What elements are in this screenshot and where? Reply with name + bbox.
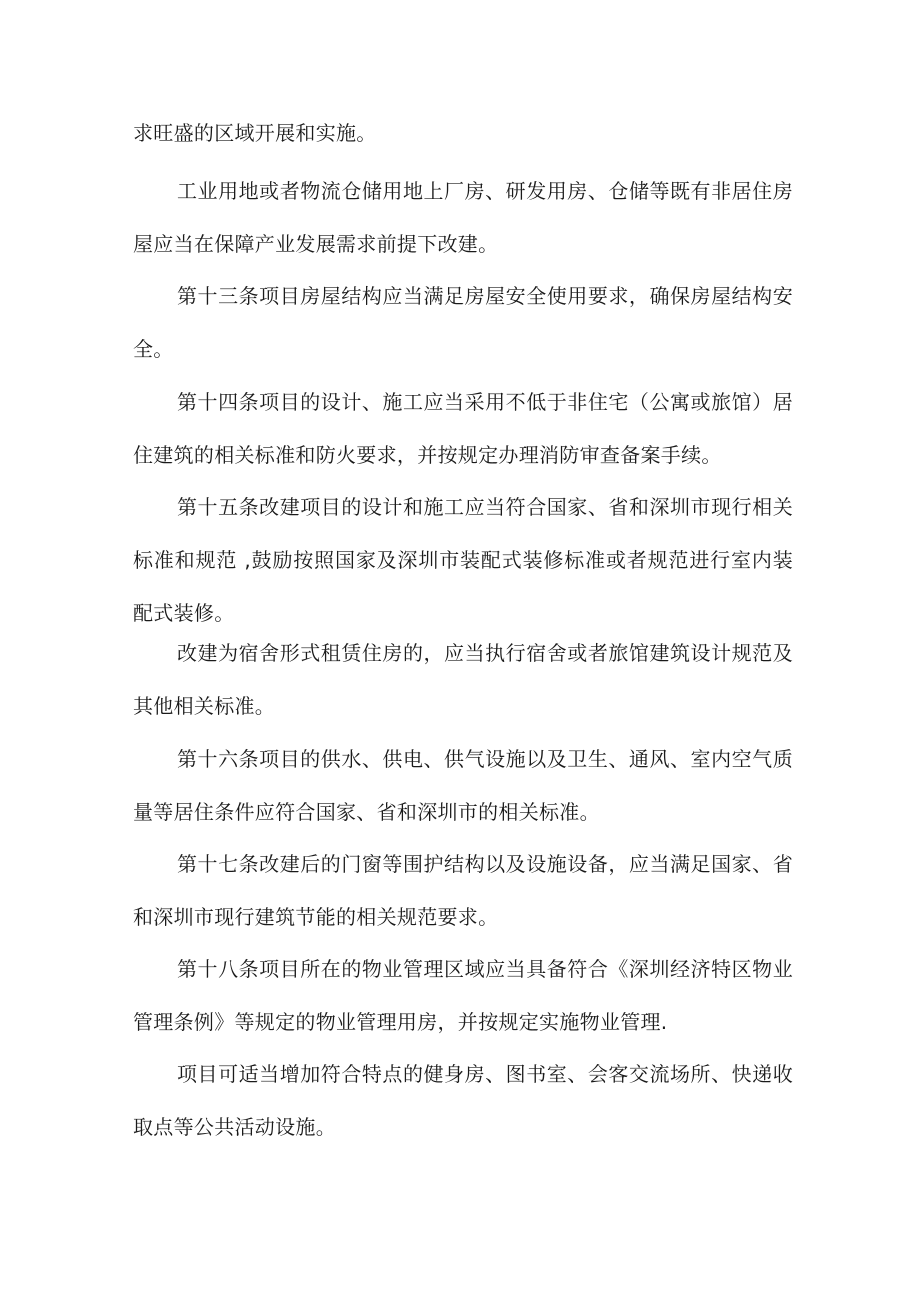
paragraph-article-14: 第十四条项目的设计、施工应当采用不低于非住宅（公寓或旅馆）居住建筑的相关标准和防火要求，并按规定办理消防审查备案手续。 [133, 390, 793, 467]
paragraph-article-15: 第十五条改建项目的设计和施工应当符合国家、省和深圳市现行相关标准和规范 ,鼓励按照国家及深圳市装配式装修标准或者规范进行室内装配式装修。 [133, 495, 793, 625]
paragraph-article-13: 第十三条项目房屋结构应当满足房屋安全使用要求，确保房屋结构安全。 [133, 284, 793, 361]
paragraph-article-16: 第十六条项目的供水、供电、供气设施以及卫生、通风、室内空气质量等居住条件应符合国家、省和深圳市的相关标准。 [133, 747, 793, 824]
paragraph-article-18: 第十八条项目所在的物业管理区域应当具备符合《深圳经济特区物业管理条例》等规定的物业管理用房，并按规定实施物业管理. [133, 957, 793, 1034]
paragraph-article-17: 第十七条改建后的门窗等围护结构以及设施设备，应当满足国家、省和深圳市现行建筑节能的相关规范要求。 [133, 852, 793, 929]
paragraph-public-facilities: 项目可适当增加符合特点的健身房、图书室、会客交流场所、快递收取点等公共活动设施。 [133, 1062, 793, 1139]
paragraph-dormitory: 改建为宿舍形式租赁住房的，应当执行宿舍或者旅馆建筑设计规范及其他相关标准。 [133, 641, 793, 718]
paragraph-industrial-land: 工业用地或者物流仓储用地上厂房、研发用房、仓储等既有非居住房屋应当在保障产业发展需求前提下改建。 [133, 179, 793, 256]
paragraph-continuation: 求旺盛的区域开展和实施。 [133, 121, 377, 145]
